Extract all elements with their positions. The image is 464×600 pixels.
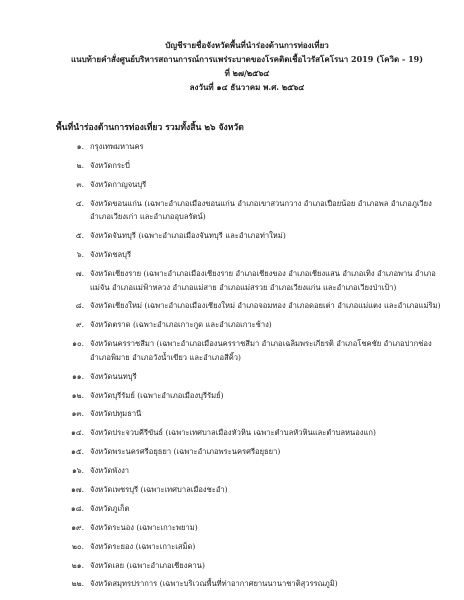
item-text: จังหวัดกระบี่: [90, 160, 130, 170]
item-text: จังหวัดระยอง (เฉพาะเกาะเสม็ด): [90, 541, 196, 551]
list-item: [56, 140, 454, 154]
item-text: จังหวัดชลบุรี: [90, 250, 132, 260]
item-text: จังหวัดนนทบุรี: [90, 371, 137, 381]
item-number: ๙.: [76, 320, 84, 330]
item-number: ๑๗.: [71, 485, 84, 495]
item-number: ๑๕.: [71, 447, 84, 457]
item-text: จังหวัดสมุทรปราการ (เฉพาะบริเวณพื้นที่ท่าอากาศยานนานาชาติสุวรรณภูมิ): [90, 579, 338, 589]
item-text: จังหวัดบุรีรัมย์ (เฉพาะอำเภอเมืองบุรีรัมย์): [90, 390, 224, 400]
item-text: กรุงเทพมหานคร: [90, 142, 144, 151]
item-number: ๒.: [76, 160, 84, 170]
list-item: [56, 197, 454, 224]
list-item: [56, 464, 454, 478]
item-text: จังหวัดกาญจนบุรี: [90, 179, 147, 189]
item-text: จังหวัดเลย (เฉพาะอำเภอเชียงคาน): [90, 560, 205, 570]
list-item: [56, 483, 454, 497]
item-number: ๗.: [75, 268, 84, 278]
item-number: ๕.: [75, 231, 84, 241]
item-text: จังหวัดภูเก็ต: [90, 503, 130, 513]
item-number: ๑๓.: [71, 409, 84, 419]
item-number: ๓.: [76, 179, 84, 189]
list-item: [56, 248, 454, 262]
item-text: จังหวัดพังงา: [90, 466, 130, 476]
item-number: ๘.: [75, 301, 84, 311]
list-item: [56, 229, 454, 243]
item-number: ๑.: [76, 142, 84, 151]
item-text: จังหวัดจันทบุรี (เฉพาะอำเภอเมืองจันทบุรี และอำเภอท่าใหม่): [90, 231, 286, 241]
item-number: ๑๖.: [71, 466, 84, 476]
section-title: พื้นที่นำร่องด้านการท่องเที่ยว รวมทั้งสิ้น ๒๖ จังหวัด: [56, 123, 244, 133]
list-item: [56, 178, 454, 192]
header-title: บัญชีรายชื่อจังหวัดพื้นที่นำร่องด้านการท่องเที่ยว: [165, 40, 329, 50]
list-item: [56, 389, 454, 403]
list-item: [56, 540, 454, 554]
list-item: [56, 370, 454, 384]
list-item: [56, 299, 454, 313]
item-text: จังหวัดขอนแก่น (เฉพาะอำเภอเมืองขอนแก่น อำเภอเขาสวนกวาง อำเภอเปือยน้อย อำเภอพล อำเภอภูเวียง อำเภอเวียงเก่า และอำเภออุบลรัตน์): [90, 198, 432, 222]
item-text: จังหวัดตราด (เฉพาะอำเภอเกาะกูด และอำเภอเกาะช้าง): [90, 320, 272, 330]
item-text: จังหวัดเชียงใหม่ (เฉพาะอำเภอเมืองเชียงใหม่ อำเภอจอมทอง อำเภอดอยเต่า อำเภอแม่แตง และอำเภอแม่ริม): [90, 301, 441, 311]
item-number: ๑๔.: [71, 428, 84, 438]
order-number: ที่ ๒๗/๒๕๖๔: [224, 68, 270, 78]
list-item: [56, 445, 454, 459]
item-number: ๑๘.: [70, 503, 84, 513]
header-subtitle: แนบท้ายคำสั่งศูนย์บริหารสถานการณ์การแพร่ระบาดของโรคติดเชื้อไวรัสโคโรนา 2019 (โควิด - 19): [70, 54, 424, 64]
item-number: ๔.: [75, 198, 84, 208]
list-item: [56, 426, 454, 440]
province-list: [56, 140, 454, 596]
item-text: จังหวัดนครราชสีมา (เฉพาะอำเภอเมืองนครราชสีมา อำเภอเฉลิมพระเกียรติ อำเภอโชคชัย อำเภอปากช่อง อำเภอพิมาย อำเภอวังน้ำเขียว และอำเภอสีคิ้ว): [90, 339, 432, 362]
item-number: ๑๐.: [72, 339, 84, 349]
document-header: [40, 38, 454, 94]
item-text: จังหวัดพระนครศรีอยุธยา (เฉพาะอำเภอพระนครศรีอยุธยา): [90, 447, 281, 457]
list-item: [56, 159, 454, 173]
list-item: [56, 318, 454, 332]
item-number: ๑๒.: [71, 390, 84, 400]
item-number: ๒๒.: [71, 579, 84, 589]
list-item: [56, 521, 454, 535]
item-text: จังหวัดปทุมธานี: [90, 409, 142, 419]
list-item: [56, 337, 454, 364]
item-text: จังหวัดประจวบคีรีขันธ์ (เฉพาะเทศบาลเมืองหัวหิน เฉพาะตำบลหัวหินและตำบลหนองแก): [90, 428, 376, 438]
item-number: ๑๙.: [71, 522, 84, 532]
list-item: [56, 502, 454, 516]
item-number: ๒๐.: [71, 541, 84, 551]
list-item: [56, 577, 454, 591]
item-text: จังหวัดเชียงราย (เฉพาะอำเภอเมืองเชียงราย อำเภอเชียงของ อำเภอเชียงแสน อำเภอเทิง อำเภอพาน อำเภอแม่จัน อำเภอแม่ฟ้าหลวง อำเภอแม่สาย อำเภอแม่สรวย อำเภอเวียงแก่น และอำเภอเวียงป่าเป้า): [90, 268, 436, 292]
item-number: ๖.: [76, 250, 84, 260]
item-number: ๑๑.: [71, 371, 84, 381]
list-item: [56, 267, 454, 294]
item-number: ๒๑.: [71, 560, 84, 570]
list-item: [56, 407, 454, 421]
item-text: จังหวัดระนอง (เฉพาะเกาะพยาม): [90, 522, 198, 532]
item-text: จังหวัดเพชรบุรี (เฉพาะเทศบาลเมืองชะอำ): [90, 485, 228, 495]
list-item: [56, 559, 454, 573]
order-date: ลงวันที่ ๑๔ ธันวาคม พ.ศ. ๒๕๖๔: [189, 82, 305, 92]
